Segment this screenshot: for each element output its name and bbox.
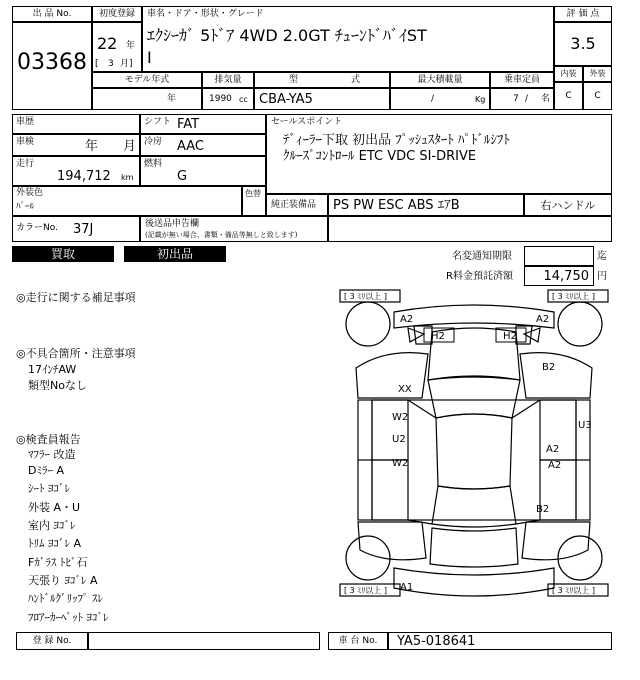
exterior-color-label: 外装色 — [16, 188, 44, 198]
tire-label-front-right: [ 3 ﾐﾘ以上 ] — [552, 292, 595, 301]
interior-label: 内装 — [560, 69, 577, 78]
max-load-label: 最大積載量 — [417, 75, 463, 85]
handle-cell — [524, 194, 612, 216]
rear-bumper — [394, 568, 554, 596]
wheel-front-left — [346, 302, 390, 346]
exterior-label: 外装 — [589, 69, 606, 78]
history-cell — [12, 114, 140, 134]
driving-heading: ◎走行に関する補足事項 — [16, 291, 136, 304]
first-listing-badge: 初出品 — [124, 246, 226, 262]
sales-points-line2: ｸﾙｰｽﾞｺﾝﾄﾛｰﾙ ETC VDC SI-DRIVE — [283, 149, 477, 164]
inspection-month-unit: 月 — [123, 139, 137, 154]
model-year-cell — [92, 88, 202, 110]
interior-grade: C — [565, 91, 572, 101]
lot-label-cell — [12, 6, 92, 22]
inspection-cell — [12, 134, 140, 156]
interior-grade-cell — [554, 82, 583, 110]
capacity-label-cell — [490, 72, 554, 88]
lot-label: 出 品 No. — [32, 9, 72, 19]
windshield — [428, 376, 520, 418]
shift-value: FAT — [177, 117, 200, 132]
inspector-item: 外装 A・U — [28, 501, 81, 514]
chassis-label: 車 台 No. — [338, 636, 378, 646]
exterior-grade-cell — [583, 82, 612, 110]
color-no-cell — [12, 216, 140, 242]
post-delivery-empty — [328, 216, 612, 242]
mileage-cell — [12, 156, 140, 186]
handle-value: 右ハンドル — [540, 199, 596, 212]
first-reg-label-cell — [92, 6, 142, 22]
fender-rear-left — [358, 522, 426, 560]
exterior-color-value: ﾊﾟｰﾙ — [16, 202, 35, 212]
max-load-cell — [390, 88, 490, 110]
reg-no-cell — [88, 632, 320, 650]
sales-points-line1: ﾃﾞｨｰﾗｰ下取 初出品 ﾌﾟｯｼｭｽﾀｰﾄ ﾊﾟﾄﾞﾙｼﾌﾄ — [283, 133, 510, 148]
defect-item: 類型Noなし — [28, 379, 87, 392]
model-year-label: モデル年式 — [124, 75, 170, 85]
recycle-label: R料金預託済額 — [446, 271, 513, 282]
trunk — [430, 528, 518, 567]
color-change-cell — [242, 186, 266, 216]
name-change-unit: 迄 — [597, 251, 607, 262]
inspector-item: Fｶﾞﾗｽ ﾄﾋﾞ石 — [28, 556, 88, 569]
displacement-unit: cc — [239, 95, 248, 104]
model-year-unit: 年 — [167, 94, 177, 104]
defects-heading: ◎不具合箇所・注意事項 — [16, 347, 136, 360]
displacement-cell — [202, 88, 254, 110]
displacement-value: 1990 — [209, 94, 232, 104]
type-cell — [254, 88, 390, 110]
equipment-label-cell — [266, 194, 328, 216]
displacement-label: 排気量 — [214, 75, 242, 85]
score-label: 評 価 点 — [566, 9, 600, 19]
mark-h2-right: H2 — [503, 331, 517, 342]
chassis-value: YA5-018641 — [397, 634, 476, 649]
reg-no-label-cell — [16, 632, 88, 650]
type-label-cell — [254, 72, 390, 88]
mark-a1: A1 — [400, 582, 414, 593]
car-name-label: 車名・ドア・形状・グレード — [147, 9, 264, 19]
name-change-label: 名変通知期限 — [452, 251, 512, 262]
post-delivery-label: 後送品申告欄 — [145, 219, 200, 229]
lot-number-cell — [12, 22, 92, 110]
interior-label-cell — [554, 66, 583, 82]
type-value: CBA-YA5 — [259, 92, 313, 107]
equipment-label: 純正装備品 — [271, 200, 317, 210]
front-bumper — [394, 305, 554, 328]
car-diagram — [336, 288, 612, 632]
mark-xx: XX — [398, 384, 412, 395]
score-cell — [554, 22, 612, 66]
first-reg-label: 初度登録 — [98, 9, 135, 19]
score: 3.5 — [570, 34, 596, 53]
mark-a2-right2: A2 — [548, 460, 562, 471]
max-load-unit: Kg — [475, 95, 486, 104]
door-rear-left — [372, 460, 408, 520]
sales-points-label: セールスポイント — [271, 117, 343, 127]
mark-b2-top: B2 — [542, 362, 556, 373]
capacity-label: 乗車定員 — [503, 75, 540, 85]
recycle-box — [524, 266, 594, 286]
type-label: 型 — [289, 75, 299, 85]
inspector-item: ｼｰﾄ ﾖｺﾞﾚ — [28, 482, 70, 495]
fuel-value: G — [177, 169, 188, 184]
tire-label-front-left: [ 3 ﾐﾘ以上 ] — [344, 292, 387, 301]
recycle-value: 14,750 — [543, 269, 589, 284]
history-label: 車歴 — [16, 117, 35, 127]
color-no-label: カラーNo. — [16, 223, 58, 233]
first-reg-cell — [92, 22, 142, 72]
exterior-label-cell — [583, 66, 612, 82]
car-name: ｴｸｼｰｶﾞ 5ﾄﾞｱ 4WD 2.0GT ﾁｭｰﾝﾄﾞﾊﾞｲST — [147, 26, 427, 45]
inspector-item: 天張り ﾖｺﾞﾚ A — [28, 574, 98, 587]
displacement-label-cell — [202, 72, 254, 88]
year-unit: 年 — [126, 41, 136, 51]
color-no-value: 37J — [73, 222, 94, 237]
chassis-cell — [388, 632, 612, 650]
mark-h2-left: H2 — [431, 331, 445, 342]
mileage-unit: km — [121, 173, 134, 182]
exterior-color-cell — [12, 186, 242, 216]
model-year-label-cell — [92, 72, 202, 88]
inspector-heading: ◎検査員報告 — [16, 433, 81, 446]
mark-a2-front-left: A2 — [400, 314, 414, 325]
tire-label-rear-left: [ 3 ﾐﾘ以上 ] — [344, 586, 387, 595]
recycle-unit: 円 — [597, 271, 607, 282]
post-delivery-cell — [140, 216, 328, 242]
reg-no-label: 登 録 No. — [32, 636, 72, 646]
capacity-slash: / — [525, 94, 529, 104]
car-name-cell — [142, 6, 554, 72]
notes-column — [16, 290, 326, 630]
defect-item: 17ｲﾝﾁAW — [28, 363, 77, 376]
chassis-label-cell — [328, 632, 388, 650]
mark-u3: U3 — [578, 420, 592, 431]
mark-w2-1: W2 — [392, 412, 409, 423]
mileage-value: 194,712 — [57, 169, 111, 184]
inspection-label: 車検 — [16, 137, 35, 147]
mark-a2-front-right: A2 — [536, 314, 550, 325]
wheel-front-right — [558, 302, 602, 346]
inspector-item: 室内 ﾖｺﾞﾚ — [28, 519, 76, 532]
capacity-unit: 名 — [541, 94, 551, 104]
first-reg-month: 3 — [108, 59, 114, 69]
fuel-label: 燃料 — [144, 159, 163, 169]
inspector-item: Dﾐﾗｰ A — [28, 464, 64, 477]
equipment-cell — [328, 194, 524, 216]
mark-a2-right1: A2 — [546, 444, 560, 455]
fender-rear-right — [522, 522, 590, 560]
door-front-left — [372, 400, 408, 460]
shift-cell — [140, 114, 266, 134]
ac-value: AAC — [177, 139, 204, 154]
month-close: 月] — [120, 59, 133, 69]
max-load-slash: / — [431, 94, 435, 104]
mark-b2-bottom: B2 — [536, 504, 550, 515]
inspector-item: ﾏﾌﾗｰ 改造 — [28, 448, 76, 461]
lot-number: 03368 — [17, 50, 87, 75]
purchase-badge: 買取 — [12, 246, 114, 262]
type-label2: 式 — [351, 75, 361, 85]
car-name-line2: I — [147, 48, 152, 67]
equipment-value: PS PW ESC ABS ｴｱB — [333, 198, 460, 213]
headlight-right — [516, 326, 532, 344]
ac-cell — [140, 134, 266, 156]
post-delivery-note: (記載が無い場合、書類・備品等無しと致します) — [145, 231, 298, 239]
month-open: [ — [95, 59, 99, 69]
score-label-cell — [554, 6, 612, 22]
roof — [436, 414, 512, 489]
tire-label-rear-right: [ 3 ﾐﾘ以上 ] — [552, 586, 595, 595]
fender-front-right — [520, 353, 592, 398]
capacity-cell — [490, 88, 554, 110]
capacity-value: 7 — [513, 94, 519, 104]
fender-front-left — [356, 353, 428, 398]
inspector-item: ﾊﾝﾄﾞﾙｸﾞﾘｯﾌﾟ ｽﾚ — [28, 592, 103, 605]
ac-label: 冷房 — [144, 137, 163, 147]
inspection-year-unit: 年 — [85, 139, 99, 154]
fuel-cell — [140, 156, 266, 186]
name-change-box — [524, 246, 594, 266]
max-load-label-cell — [390, 72, 490, 88]
color-change-label: 色替 — [245, 189, 261, 198]
mark-w2-2: W2 — [392, 458, 409, 469]
inspector-item: ﾄﾘﾑ ﾖｺﾞﾚ A — [28, 537, 82, 550]
sales-points-cell — [266, 114, 612, 194]
mark-u2: U2 — [392, 434, 406, 445]
first-reg-year: 22 — [97, 34, 118, 53]
inspector-item: ﾌﾛｱｰｶｰﾍﾟｯﾄ ﾖｺﾞﾚ — [28, 611, 109, 624]
exterior-grade: C — [594, 91, 601, 101]
rear-window — [432, 486, 516, 527]
shift-label: シフト — [144, 117, 172, 127]
mileage-label: 走行 — [16, 159, 35, 169]
